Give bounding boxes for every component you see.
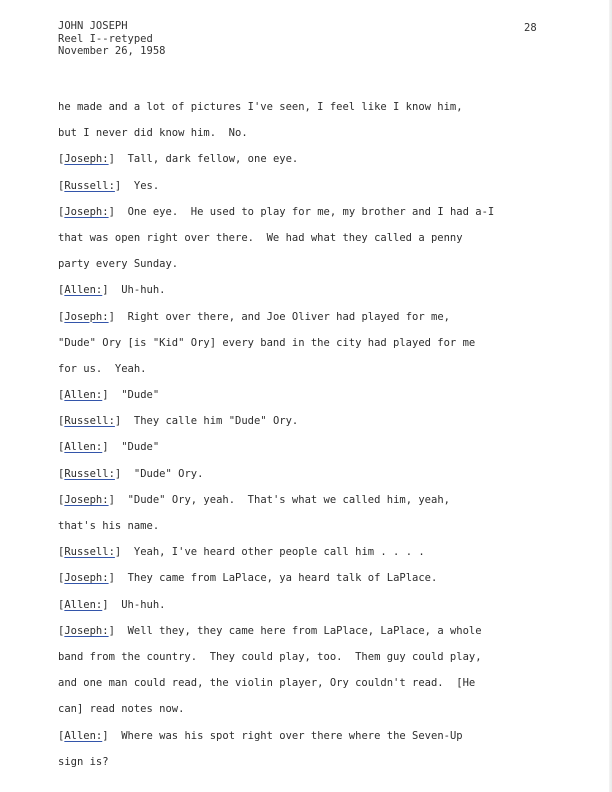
open-bracket: [ <box>58 572 65 585</box>
transcript-line <box>58 125 578 151</box>
close-bracket: ] <box>102 729 109 742</box>
open-bracket: [ <box>58 624 65 637</box>
close-bracket: ] <box>102 389 109 402</box>
transcript-line <box>58 413 578 439</box>
open-bracket: [ <box>58 441 65 454</box>
speaker-label: Allen: <box>64 729 103 742</box>
transcript-line <box>58 151 578 177</box>
line-text: for us. Yeah. <box>58 362 147 375</box>
speaker-label: Joseph: <box>64 310 109 323</box>
line-text: party every Sunday. <box>58 258 179 271</box>
transcript-line <box>58 282 578 308</box>
transcript-line <box>58 230 578 256</box>
line-text: They calle him "Dude" Ory. <box>121 415 299 428</box>
open-bracket: [ <box>58 467 65 480</box>
line-text: band from the country. They could play, too. Them guy could play, <box>58 650 482 663</box>
line-text: "Dude" Ory, yeah. That's what we called him, yeah, <box>114 493 450 506</box>
open-bracket: [ <box>58 389 65 402</box>
speaker-label: Joseph: <box>64 493 109 506</box>
transcript-line <box>58 754 578 780</box>
transcript-line <box>58 701 578 727</box>
close-bracket: ] <box>108 153 115 166</box>
transcript-line <box>58 492 578 518</box>
speaker-label: Allen: <box>64 284 103 297</box>
close-bracket: ] <box>114 179 122 192</box>
header-name: JOHN JOSEPH <box>58 20 128 32</box>
open-bracket: [ <box>58 153 65 166</box>
line-text: "Dude" Ory [is "Kid" Ory] every band in the city had played for me <box>58 336 476 349</box>
line-text: Yeah, I've heard other people call him . . . . <box>121 546 425 559</box>
line-text: One eye. He used to play for me, my brother and I had a-I <box>114 205 495 218</box>
speaker-label: Joseph: <box>64 153 109 166</box>
line-text: Well they, they came here from LaPlace, LaPlace, a whole <box>114 624 482 637</box>
open-bracket: [ <box>58 598 65 611</box>
transcript-line <box>58 361 578 387</box>
line-text: "Dude" Ory. <box>121 467 204 480</box>
line-text: "Dude" <box>108 389 160 402</box>
open-bracket: [ <box>58 310 65 323</box>
open-bracket: [ <box>58 415 65 428</box>
open-bracket: [ <box>58 284 65 297</box>
transcript-line <box>58 335 578 361</box>
line-text: sign is? <box>58 755 109 768</box>
open-bracket: [ <box>58 179 65 192</box>
open-bracket: [ <box>58 729 65 742</box>
close-bracket: ] <box>108 493 115 506</box>
speaker-label: Joseph: <box>64 205 109 218</box>
transcript-line <box>58 649 578 675</box>
speaker-label: Russell: <box>64 546 115 559</box>
transcript-line <box>58 256 578 282</box>
line-text: Uh-huh. <box>108 598 166 611</box>
close-bracket: ] <box>108 572 115 585</box>
line-text: Yes. <box>121 179 160 192</box>
line-text: that was open right over there. We had what they called a penny <box>58 231 463 244</box>
speaker-label: Allen: <box>64 389 103 402</box>
close-bracket: ] <box>108 624 115 637</box>
speaker-label: Russell: <box>64 415 115 428</box>
close-bracket: ] <box>102 441 109 454</box>
page-number: 28 <box>524 22 537 34</box>
open-bracket: [ <box>58 546 65 559</box>
document-header <box>58 20 165 58</box>
open-bracket: [ <box>58 205 65 218</box>
line-text: "Dude" <box>108 441 160 454</box>
line-text: Tall, dark fellow, one eye. <box>114 153 299 166</box>
transcript-line <box>58 597 578 623</box>
transcript-line <box>58 439 578 465</box>
open-bracket: [ <box>58 493 65 506</box>
line-text: and one man could read, the violin player, Ory couldn't read. [He <box>58 677 476 690</box>
speaker-label: Russell: <box>64 467 115 480</box>
line-text: Where was his spot right over there where the Seven-Up <box>108 729 463 742</box>
close-bracket: ] <box>114 467 122 480</box>
transcript-line <box>58 518 578 544</box>
close-bracket: ] <box>108 205 115 218</box>
line-text: Right over there, and Joe Oliver had played for me, <box>114 310 450 323</box>
line-text: They came from LaPlace, ya heard talk of LaPlace. <box>114 572 438 585</box>
line-text: but I never did know him. No. <box>58 127 248 140</box>
speaker-label: Russell: <box>64 179 115 192</box>
line-text: can] read notes now. <box>58 703 185 716</box>
line-text: he made and a lot of pictures I've seen, I feel like I know him, <box>58 101 463 113</box>
transcript-line <box>58 675 578 701</box>
close-bracket: ] <box>114 415 122 428</box>
transcript-line <box>58 570 578 596</box>
speaker-label: Allen: <box>64 598 103 611</box>
transcript-line <box>58 99 578 125</box>
transcript-body <box>58 99 578 780</box>
speaker-label: Joseph: <box>64 624 109 637</box>
speaker-label: Joseph: <box>64 572 109 585</box>
header-date: November 26, 1958 <box>58 45 166 57</box>
speaker-label: Allen: <box>64 441 103 454</box>
transcript-line <box>58 387 578 413</box>
close-bracket: ] <box>114 546 122 559</box>
transcript-line <box>58 623 578 649</box>
close-bracket: ] <box>108 310 115 323</box>
transcript-line <box>58 728 578 754</box>
transcript-line <box>58 466 578 492</box>
close-bracket: ] <box>102 284 109 297</box>
close-bracket: ] <box>102 598 109 611</box>
transcript-line <box>58 309 578 335</box>
transcript-line <box>58 544 578 570</box>
transcript-line <box>58 178 578 204</box>
transcript-line <box>58 204 578 230</box>
line-text: Uh-huh. <box>108 284 166 297</box>
header-reel: Reel I--retyped <box>58 32 153 45</box>
line-text: that's his name. <box>58 520 160 532</box>
